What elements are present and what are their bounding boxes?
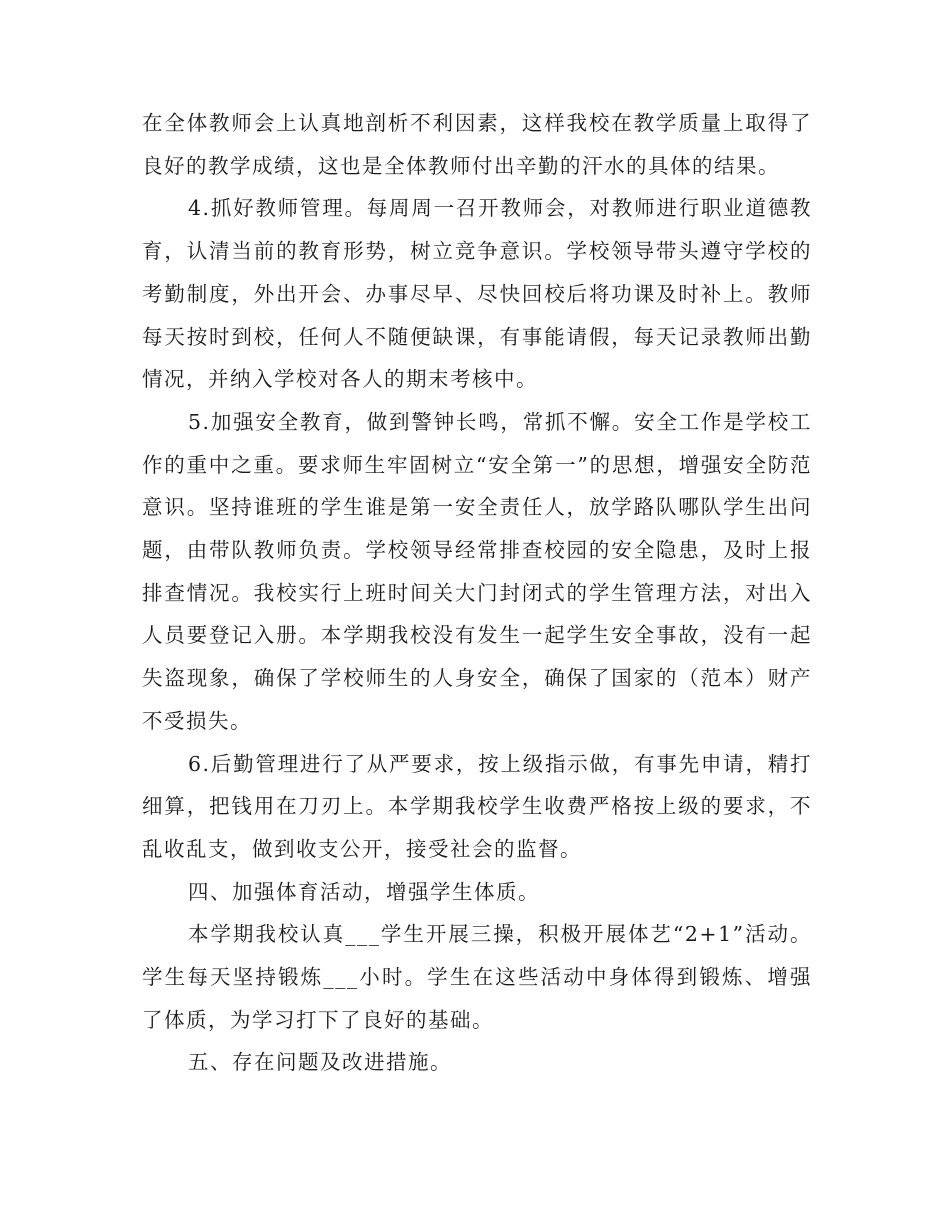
paragraph-physical-activity: 本学期我校认真___学生开展三操，积极开展体艺“2+1”活动。学生每天坚持锻炼___小时。学生在这些活动中身体得到锻炼、增强了体质，为学习打下了良好的基础。 (142, 922, 812, 1032)
paragraph-logistics-management: 6.后勤管理进行了从严要求，按上级指示做，有事先申请，精打细算，把钱用在刀刃上。本学期我校学生收费严格按上级的要求，不乱收乱支，做到收支公开，接受社会的监督。 (142, 751, 812, 861)
paragraph-continuation: 在全体教师会上认真地剖析不利因素，这样我校在教学质量上取得了良好的教学成绩，这也是全体教师付出辛勤的汗水的具体的结果。 (142, 111, 812, 178)
document-page (142, 102, 812, 1084)
paragraph-safety-education: 5.加强安全教育，做到警钟长鸣，常抓不懈。安全工作是学校工作的重中之重。要求师生牢固树立“安全第一”的思想，增强安全防范意识。坚持谁班的学生谁是第一安全责任人，放学路队哪队学生出问题，由带队教师负责。学校领导经常排查校园的安全隐患，及时上报排查情况。我校实行上班时间关大门封闭式的学生管理方法，对出入人员要登记入册。本学期我校没有发生一起学生安全事故，没有一起失盗现象，确保了学校师生的人身安全，确保了国家的（范本）财产不受损失。 (142, 409, 812, 733)
section-heading-problems: 五、存在问题及改进措施。 (188, 1050, 452, 1075)
section-heading-physical-activity: 四、加强体育活动，增强学生体质。 (188, 879, 540, 904)
paragraph-teacher-management: 4.抓好教师管理。每周周一召开教师会，对教师进行职业道德教育，认清当前的教育形势，树立竞争意识。学校领导带头遵守学校的考勤制度，外出开会、办事尽早、尽快回校后将功课及时补上。教师每天按时到校，任何人不随便缺课，有事能请假，每天记录教师出勤情况，并纳入学校对各人的期末考核中。 (142, 196, 812, 392)
